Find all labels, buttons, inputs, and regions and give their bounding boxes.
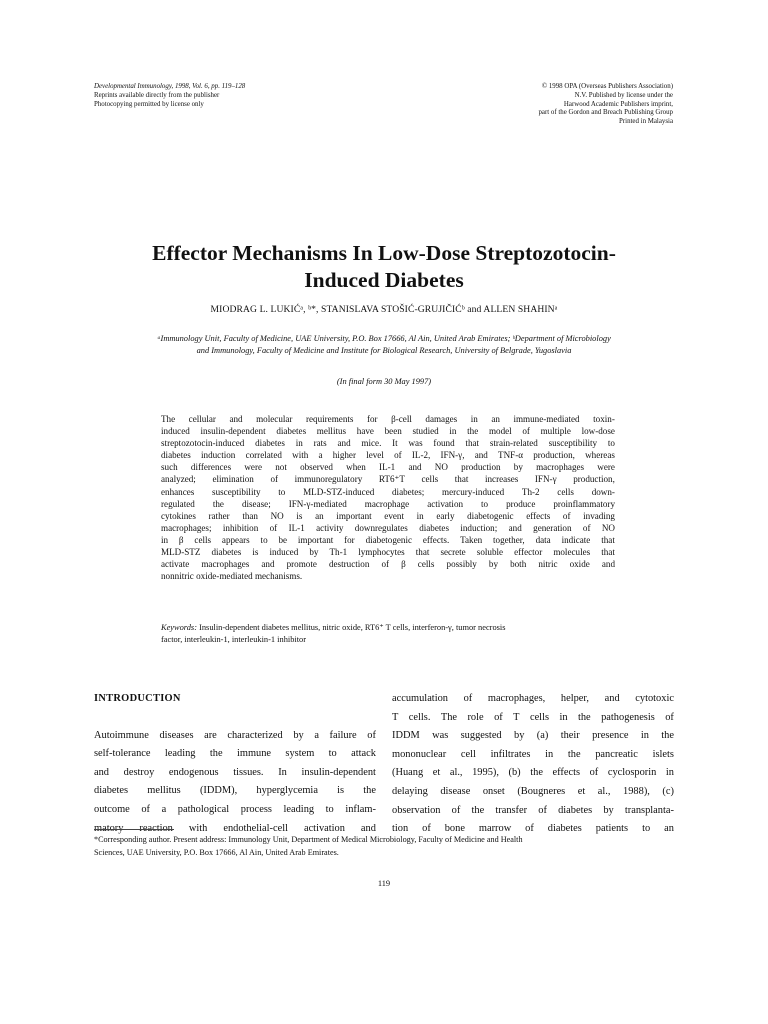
left-column xyxy=(94,690,376,838)
abstract-line: nonnitric oxide-mediated mechanisms. xyxy=(161,571,303,582)
keywords xyxy=(161,622,615,646)
body-text-line: outcome of a pathological process leading to inflam- xyxy=(94,803,376,815)
body-text-line: accumulation of macrophages, helper, and cytotoxic xyxy=(392,693,674,704)
affiliation-line: ᵃImmunology Unit, Faculty of Medicine, UAE University, P.O. Box 17666, Al Ain, United Arab Emirates; ᵇDepartment of Microbiology xyxy=(157,334,611,343)
body-text-line: tion of bone marrow of diabetes patients to an xyxy=(392,823,674,835)
footnote-line: *Corresponding author. Present address: Immunology Unit, Department of Medical Microbiology, Faculty of Medicine and Health xyxy=(94,835,523,844)
citation-line: Photocopying permitted by license only xyxy=(94,100,204,108)
final-form-date: (In final form 30 May 1997) xyxy=(336,377,432,386)
abstract-line: analyzed; elimination of immunoregulatory RT6⁺T cells that increases IFN-γ production, xyxy=(161,474,615,485)
abstract-line: cytokines rather than NO is an important event in early diabetogenic effects of invading xyxy=(161,510,615,521)
body-text-line: T cells. The role of T cells in the pathogenesis of xyxy=(392,711,674,723)
affiliation-line: and Immunology, Faculty of Medicine and Institute for Biological Research, University of Belgrade, Yugoslavia xyxy=(196,346,572,355)
publisher-line: Harwood Academic Publishers imprint, xyxy=(563,100,673,108)
keywords-text: Insulin-dependent diabetes mellitus, nitric oxide, RT6⁺ T cells, interferon-γ, tumor necrosis xyxy=(199,623,506,632)
publisher-line: © 1998 OPA (Overseas Publishers Association) xyxy=(541,83,673,90)
body-text-line: IDDM was suggested by (a) their presence in the xyxy=(392,730,674,742)
affiliations xyxy=(94,333,674,357)
footnote xyxy=(94,834,676,859)
footnote-rule xyxy=(94,829,174,830)
citation-line: Reprints available directly from the publisher xyxy=(94,91,220,99)
title-line: Induced Diabetes xyxy=(304,268,464,292)
author-list: MIODRAG L. LUKIĆᵃ, ᵇ*, STANISLAVA STOŠIĆ-GRUJIČIĆᵇ and ALLEN SHAHINᵃ xyxy=(210,304,558,315)
abstract-line: macrophages; inhibition of IL-1 activity downregulates diabetes induction; and generation of NO xyxy=(161,522,615,533)
body-text-line: (Huang et al., 1995), (b) the effects of cyclosporin in xyxy=(392,767,674,779)
abstract-line: activate macrophages and promote destruction of β cells possibly by both nitric oxide and xyxy=(161,559,615,570)
title-line: Effector Mechanisms In Low-Dose Streptozotocin- xyxy=(152,241,616,265)
abstract xyxy=(161,413,615,582)
abstract-line: MLD-STZ diabetes is induced by Th-1 lymphocytes that secrete soluble effector molecules that xyxy=(161,547,615,558)
body-text-line: diabetes mellitus (IDDM), hyperglycemia is the xyxy=(94,785,376,797)
footnote-line: Sciences, UAE University, P.O. Box 17666, Al Ain, United Arab Emirates. xyxy=(94,847,339,857)
abstract-line: induced insulin-dependent diabetes mellitus have been studied in the model of multiple low-dose xyxy=(161,426,615,437)
keywords-line xyxy=(161,622,615,634)
left-column-text xyxy=(94,727,376,839)
citation-line: Developmental Immunology, 1998, Vol. 6, pp. 119–128 xyxy=(94,83,246,90)
publisher-line: Printed in Malaysia xyxy=(619,118,673,126)
body-text-line: delaying disease onset (Bougneres et al., 1988), (c) xyxy=(392,785,674,797)
publisher-line: part of the Gordon and Breach Publishing Group xyxy=(538,109,673,117)
journal-citation xyxy=(94,83,394,109)
body-text-line: observation of the transfer of diabetes by transplanta- xyxy=(392,804,674,816)
abstract-line: diabetes induction correlated with a higher level of IL-2, IFN-γ, and TNF-α production, whereas xyxy=(161,450,615,461)
abstract-line: regulated the disease; IFN-γ-mediated macrophage activation to produce proinflammatory xyxy=(161,498,615,509)
publisher-notice xyxy=(373,83,673,127)
keywords-line: factor, interleukin-1, interleukin-1 inhibitor xyxy=(161,635,307,644)
body-text-line: mononuclear cell infiltrates in the pancreatic islets xyxy=(392,748,674,760)
section-heading: INTRODUCTION xyxy=(94,693,181,704)
publisher-line: N.V. Published by license under the xyxy=(574,91,673,99)
abstract-line: enhances susceptibility to MLD-STZ-induced diabetes; mercury-induced Th-2 cells down- xyxy=(161,486,615,497)
body-text-line: self-tolerance leading the immune system to attack xyxy=(94,748,376,760)
abstract-line: streptozotocin-induced diabetes in rats and mice. It was found that strain-related susceptibility to xyxy=(161,438,615,449)
body-text-line: matory reaction with endothelial-cell activation and xyxy=(94,822,376,834)
abstract-line: such differences were not observed when IL-1 and NO production by macrophages were xyxy=(161,462,615,473)
right-column xyxy=(392,690,674,839)
keywords-label: Keywords: xyxy=(161,623,197,632)
body-text-line: Autoimmune diseases are characterized by a failure of xyxy=(94,729,376,741)
paper-title xyxy=(60,240,708,294)
body-text-line: and destroy endogenous tissues. In insulin-dependent xyxy=(94,766,376,778)
page-number: 119 xyxy=(377,879,391,888)
abstract-line: The cellular and molecular requirements for β-cell damages in an immune-mediated toxin- xyxy=(161,414,615,424)
abstract-line: in β cells appears to be important for diabetogenic effects. Taken together, data indicate that xyxy=(161,534,615,545)
